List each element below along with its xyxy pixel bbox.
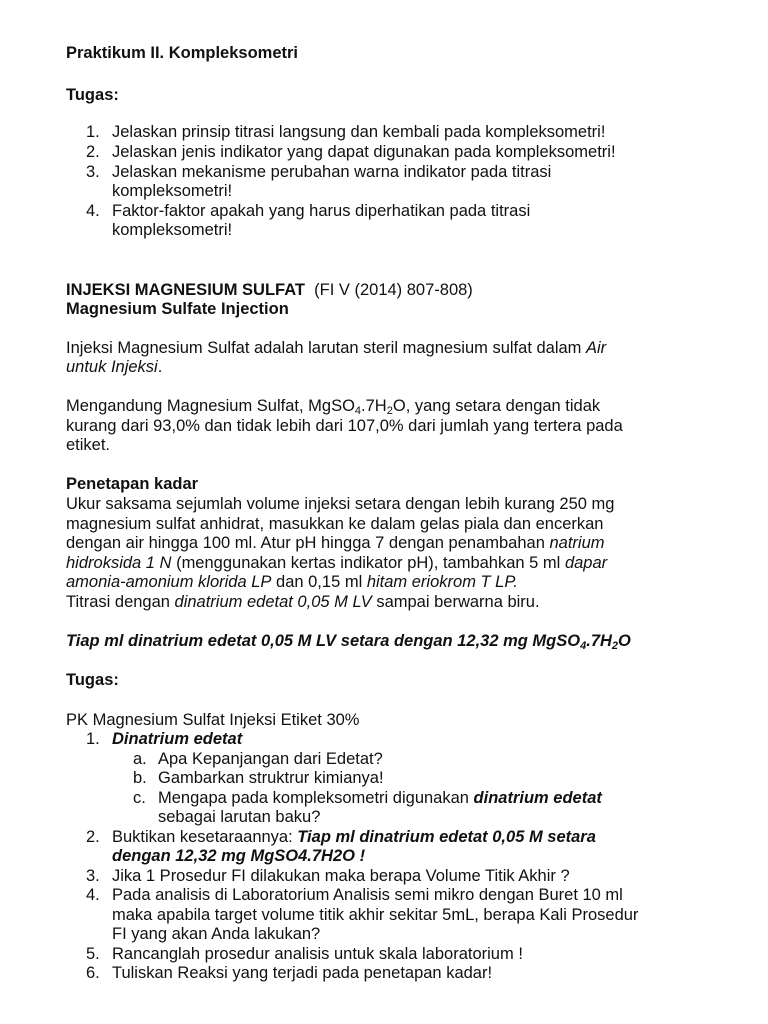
equivalence-text: Tiap ml dinatrium edetat 0,05 M LV setara dengan 12,32 mg MgSO (66, 632, 581, 650)
document-title: Praktikum II. Kompleksometri (66, 44, 298, 62)
sub-item-letter: a. (133, 750, 147, 768)
sub-item-text: sebagai larutan baku? (158, 808, 321, 826)
list-item-text (112, 827, 596, 847)
definition-italic: untuk Injeksi (66, 358, 158, 376)
list-item-text: Jelaskan prinsip titrasi langsung dan kembali pada kompleksometri! (112, 123, 606, 141)
list-item-text: Jika 1 Prosedur FI dilakukan maka berapa Volume Titik Akhir ? (112, 867, 570, 885)
subscript: 4 (580, 640, 587, 652)
list-item-text: Jelaskan mekanisme perubahan warna indikator pada titrasi (112, 163, 552, 181)
sub-item-letter: b. (133, 769, 147, 787)
list-item-text: kompleksometri! (112, 221, 233, 239)
sub-item-text (158, 788, 602, 808)
list-item-number: 1. (86, 730, 100, 748)
list-item-text: Faktor-faktor apakah yang harus diperhatikan pada titrasi (112, 202, 531, 220)
assay-italic: natrium (549, 534, 605, 552)
list-item-text: FI yang akan Anda lakukan? (112, 925, 321, 943)
list-item-text-part: Buktikan kesetaraannya: (112, 828, 298, 846)
equivalence-text: O (618, 632, 631, 650)
tugas-heading: Tugas: (66, 86, 119, 104)
assay-italic: dapar (564, 554, 608, 572)
list-item-number: 3. (86, 163, 100, 181)
definition-italic: Air (586, 339, 607, 357)
sub-item-text: Gambarkan struktrur kimianya! (158, 769, 384, 787)
list-item-text: kompleksometri! (112, 182, 233, 200)
list-item-text: maka apabila target volume titik akhir sekitar 5mL, berapa Kali Prosedur (112, 906, 639, 924)
list-item-number: 5. (86, 945, 100, 963)
monograph-title: INJEKSI MAGNESIUM SULFAT (66, 281, 305, 299)
list-item-text: Rancanglah prosedur analisis untuk skala laboratorium ! (112, 945, 523, 963)
list-item-text: Tuliskan Reaksi yang terjadi pada penetapan kadar! (112, 964, 493, 982)
tugas-heading-2: Tugas: (66, 671, 119, 689)
assay-line-4 (66, 553, 607, 573)
definition-line-1 (66, 338, 606, 358)
equivalence-text: .7H (586, 632, 612, 650)
assay-text: Titrasi dengan (66, 593, 175, 611)
assay-heading: Penetapan kadar (66, 475, 199, 493)
monograph-title-line (66, 280, 473, 300)
content-line-1 (66, 396, 600, 416)
content-line-3: etiket. (66, 436, 111, 454)
assay-italic: amonia-amonium klorida LP (66, 573, 272, 591)
assay-text: sampai berwarna biru. (371, 593, 540, 611)
sub-item-text-part: Mengapa pada kompleksometri digunakan (158, 789, 474, 807)
list-item-number: 1. (86, 123, 100, 141)
pk-line: PK Magnesium Sulfat Injeksi Etiket 30% (66, 711, 360, 729)
assay-line-2: magnesium sulfat anhidrat, masukkan ke dalam gelas piala dan encerkan (66, 515, 604, 533)
assay-line-3 (66, 533, 605, 553)
list-item-emphasis: Tiap ml dinatrium edetat 0,05 M setara (297, 828, 596, 846)
assay-text: dan 0,15 ml (271, 573, 367, 591)
assay-italic: dinatrium edetat 0,05 M LV (174, 593, 372, 611)
assay-line-6 (66, 592, 540, 612)
list-item-text: Jelaskan jenis indikator yang dapat digunakan pada kompleksometri! (112, 143, 616, 161)
assay-text: dengan air hingga 100 ml. Atur pH hingga 7 dengan penambahan (66, 534, 550, 552)
assay-italic: hidroksida 1 N (66, 554, 172, 572)
subscript: 2 (386, 405, 393, 417)
content-text: O, yang setara dengan tidak (392, 397, 601, 415)
assay-text: (menggunakan kertas indikator pH), tambahkan 5 ml (171, 554, 565, 572)
monograph-reference: (FI V (2014) 807-808) (314, 281, 473, 299)
list-item-number: 3. (86, 867, 100, 885)
equivalence-statement (66, 631, 631, 651)
content-line-2: kurang dari 93,0% dan tidak lebih dari 107,0% dari jumlah yang tertera pada (66, 417, 623, 435)
list-item-number: 4. (86, 886, 100, 904)
sub-item-letter: c. (133, 789, 146, 807)
list-item-number: 6. (86, 964, 100, 982)
content-text: .7H (361, 397, 387, 415)
definition-text: Injeksi Magnesium Sulfat adalah larutan steril magnesium sulfat dalam (66, 339, 587, 357)
list-item-number: 2. (86, 143, 100, 161)
subscript: 4 (354, 405, 362, 417)
list-item-number: 2. (86, 828, 100, 846)
list-item-text: Dinatrium edetat (112, 730, 243, 748)
assay-line-1: Ukur saksama sejumlah volume injeksi setara dengan lebih kurang 250 mg (66, 495, 615, 513)
definition-line-2 (66, 357, 162, 377)
list-item-text: dengan 12,32 mg MgSO4.7H2O ! (112, 847, 366, 865)
content-text: Mengandung Magnesium Sulfat, MgSO (66, 397, 355, 415)
list-item-number: 4. (86, 202, 100, 220)
assay-italic: hitam eriokrom T LP. (366, 573, 518, 591)
monograph-subtitle: Magnesium Sulfate Injection (66, 300, 289, 318)
list-item-text: Pada analisis di Laboratorium Analisis semi mikro dengan Buret 10 ml (112, 886, 623, 904)
sub-item-text: Apa Kepanjangan dari Edetat? (158, 750, 383, 768)
definition-text: . (157, 358, 163, 376)
sub-item-emphasis: dinatrium edetat (473, 789, 602, 807)
subscript: 2 (611, 640, 619, 652)
assay-line-5 (66, 572, 518, 592)
